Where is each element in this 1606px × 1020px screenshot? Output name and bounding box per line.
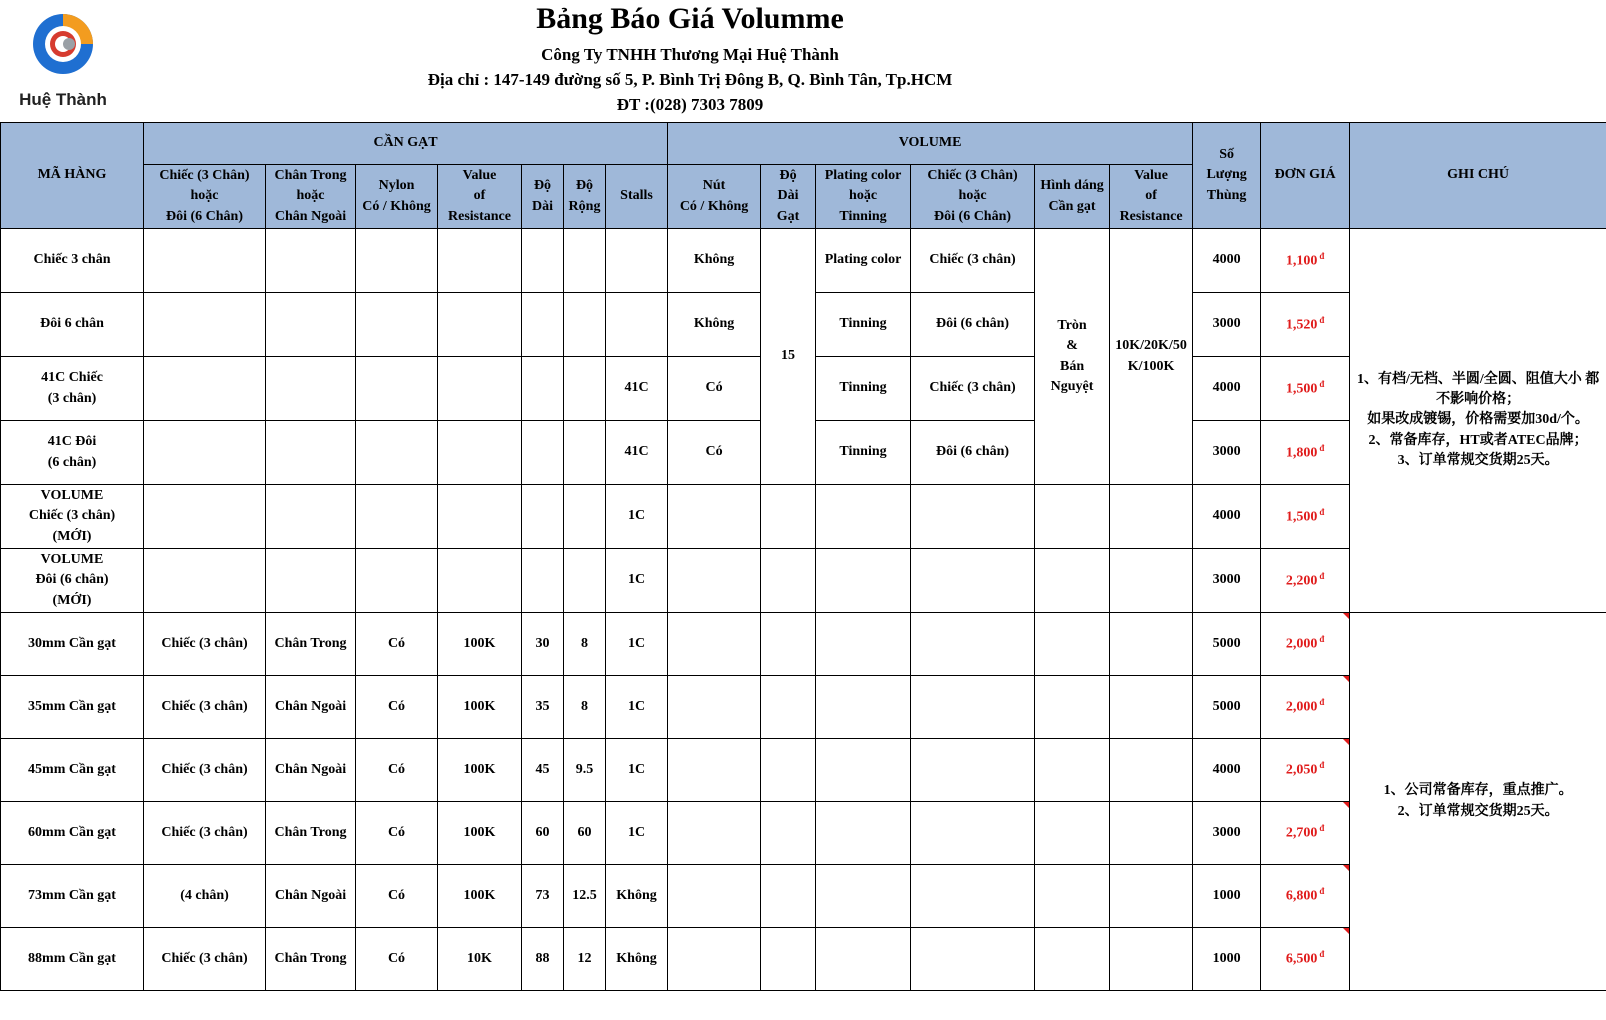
cell-empty bbox=[1035, 802, 1110, 865]
cell-empty bbox=[266, 357, 356, 421]
price-cell bbox=[1261, 293, 1350, 357]
price-cell bbox=[1261, 485, 1350, 549]
cell-nylon: Có bbox=[356, 676, 438, 739]
cell-so-luong: 4000 bbox=[1193, 229, 1261, 293]
cell-stalls: 1C bbox=[606, 676, 668, 739]
col-cg-chan: Chân Trong hoặc Chân Ngoài bbox=[266, 165, 356, 229]
cell-empty bbox=[438, 293, 522, 357]
price-value: 2,200 bbox=[1285, 573, 1318, 589]
cell-chan: Chân Ngoài bbox=[266, 865, 356, 928]
price-cell bbox=[1261, 229, 1350, 293]
cell-plating: Tinning bbox=[816, 421, 911, 485]
cell-empty bbox=[1110, 739, 1193, 802]
cell-chiec: Chiếc (3 chân) bbox=[144, 676, 266, 739]
cell-stalls: 1C bbox=[606, 485, 668, 549]
cell-empty bbox=[266, 485, 356, 549]
cell-empty bbox=[1110, 802, 1193, 865]
currency-symbol: đ bbox=[1319, 378, 1325, 389]
cell-so-luong: 1000 bbox=[1193, 865, 1261, 928]
group-volume: VOLUME bbox=[668, 123, 1193, 165]
cell-empty bbox=[522, 293, 564, 357]
cell-empty bbox=[564, 229, 606, 293]
cell-empty bbox=[1035, 739, 1110, 802]
cell-so-luong: 3000 bbox=[1193, 802, 1261, 865]
currency-symbol: đ bbox=[1319, 949, 1325, 960]
col-cg-chiec: Chiếc (3 Chân) hoặc Đôi (6 Chân) bbox=[144, 165, 266, 229]
cell-nylon: Có bbox=[356, 613, 438, 676]
notes-cell bbox=[1350, 613, 1606, 991]
cell-empty bbox=[761, 549, 816, 613]
price-value: 6,800 bbox=[1285, 888, 1318, 904]
cell-empty bbox=[761, 928, 816, 991]
cell-do-rong: 60 bbox=[564, 802, 606, 865]
cell-empty bbox=[266, 549, 356, 613]
cell-chiec: Chiếc (3 chân) bbox=[911, 229, 1035, 293]
col-so-luong: Số Lượng Thùng bbox=[1193, 123, 1261, 229]
cell-empty bbox=[438, 421, 522, 485]
cell-empty bbox=[144, 357, 266, 421]
cell-so-luong: 1000 bbox=[1193, 928, 1261, 991]
cell-so-luong: 4000 bbox=[1193, 739, 1261, 802]
cell-empty bbox=[522, 421, 564, 485]
cell-ma-hang: VOLUME Đôi (6 chân) (MỚI) bbox=[1, 549, 144, 613]
table-row bbox=[1, 229, 1606, 293]
currency-symbol: đ bbox=[1319, 886, 1325, 897]
cell-empty bbox=[761, 865, 816, 928]
cell-chiec: (4 chân) bbox=[144, 865, 266, 928]
cell-chan: Chân Trong bbox=[266, 802, 356, 865]
cell-empty bbox=[356, 485, 438, 549]
cell-empty bbox=[668, 802, 761, 865]
logo-mark-icon bbox=[31, 12, 95, 80]
cell-empty bbox=[1110, 549, 1193, 613]
cell-value: 10K bbox=[438, 928, 522, 991]
cell-empty bbox=[816, 865, 911, 928]
company-phone: ĐT :(028) 7303 7809 bbox=[616, 95, 764, 114]
cell-do-dai: 35 bbox=[522, 676, 564, 739]
cell-stalls: 1C bbox=[606, 739, 668, 802]
cell-do-rong: 8 bbox=[564, 676, 606, 739]
cell-ma-hang: 73mm Cần gạt bbox=[1, 865, 144, 928]
cell-stalls: 41C bbox=[606, 421, 668, 485]
currency-symbol: đ bbox=[1319, 442, 1325, 453]
cell-empty bbox=[564, 421, 606, 485]
cell-empty bbox=[356, 357, 438, 421]
cell-empty bbox=[816, 676, 911, 739]
price-value: 1,100 bbox=[1285, 253, 1318, 269]
cell-nylon: Có bbox=[356, 865, 438, 928]
currency-symbol: đ bbox=[1319, 823, 1325, 834]
cell-empty bbox=[522, 357, 564, 421]
price-cell bbox=[1261, 549, 1350, 613]
currency-symbol: đ bbox=[1319, 506, 1325, 517]
col-don-gia: ĐƠN GIÁ bbox=[1261, 123, 1350, 229]
cell-empty bbox=[668, 676, 761, 739]
cell-empty bbox=[911, 613, 1035, 676]
cell-nylon: Có bbox=[356, 739, 438, 802]
cell-empty bbox=[761, 676, 816, 739]
logo-text: Huệ Thành bbox=[19, 90, 107, 109]
cell-value: 100K bbox=[438, 802, 522, 865]
cell-empty bbox=[438, 549, 522, 613]
company-name: Công Ty TNHH Thương Mại Huệ Thành bbox=[541, 45, 839, 64]
cell-ma-hang: 41C Đôi (6 chân) bbox=[1, 421, 144, 485]
cell-nut bbox=[668, 549, 761, 613]
cell-do-dai: 60 bbox=[522, 802, 564, 865]
cell-chiec: Đôi (6 chân) bbox=[911, 293, 1035, 357]
cell-nylon: Có bbox=[356, 802, 438, 865]
price-cell bbox=[1261, 802, 1350, 865]
col-cg-value: Value of Resistance bbox=[438, 165, 522, 229]
cell-empty bbox=[266, 229, 356, 293]
note-line: 2、订单常规交货期25天。 bbox=[1397, 803, 1559, 819]
cell-stalls: Không bbox=[606, 928, 668, 991]
price-value: 1,500 bbox=[1285, 509, 1318, 525]
cell-so-luong: 3000 bbox=[1193, 293, 1261, 357]
cell-nut bbox=[668, 485, 761, 549]
cell-empty bbox=[356, 293, 438, 357]
price-value: 2,000 bbox=[1285, 699, 1318, 715]
cell-nut: Không bbox=[668, 229, 761, 293]
cell-empty bbox=[911, 865, 1035, 928]
cell-chan: Chân Ngoài bbox=[266, 739, 356, 802]
cell-empty bbox=[1035, 485, 1110, 549]
table-row bbox=[1, 613, 1606, 676]
cell-empty bbox=[668, 613, 761, 676]
cell-empty bbox=[816, 739, 911, 802]
cell-stalls: 1C bbox=[606, 802, 668, 865]
col-ma-hang: MÃ HÀNG bbox=[1, 123, 144, 229]
cell-stalls: 1C bbox=[606, 549, 668, 613]
cell-stalls: Không bbox=[606, 865, 668, 928]
col-vol-plating: Plating color hoặc Tinning bbox=[816, 165, 911, 229]
group-can-gat: CẦN GẠT bbox=[144, 123, 668, 165]
cell-empty bbox=[816, 613, 911, 676]
price-value: 2,050 bbox=[1285, 762, 1318, 778]
col-vol-value: Value of Resistance bbox=[1110, 165, 1193, 229]
cell-empty bbox=[816, 802, 911, 865]
price-value: 2,700 bbox=[1285, 825, 1318, 841]
cell-empty bbox=[356, 549, 438, 613]
cell-chiec: Chiếc (3 chân) bbox=[911, 357, 1035, 421]
page-title: Bảng Báo Giá Volumme bbox=[536, 2, 844, 35]
currency-symbol: đ bbox=[1319, 314, 1325, 325]
cell-nut: Có bbox=[668, 421, 761, 485]
cell-do-rong: 12 bbox=[564, 928, 606, 991]
cell-empty bbox=[1110, 928, 1193, 991]
cell-stalls bbox=[606, 229, 668, 293]
cell-do-dai: 45 bbox=[522, 739, 564, 802]
cell-do-dai-gat: 15 bbox=[761, 229, 816, 485]
cell-do-dai: 88 bbox=[522, 928, 564, 991]
cell-empty bbox=[564, 293, 606, 357]
cell-empty bbox=[668, 739, 761, 802]
col-cg-do-dai: Độ Dài bbox=[522, 165, 564, 229]
cell-empty bbox=[438, 357, 522, 421]
cell-empty bbox=[144, 229, 266, 293]
col-cg-nylon: Nylon Có / Không bbox=[356, 165, 438, 229]
cell-ma-hang: 41C Chiếc (3 chân) bbox=[1, 357, 144, 421]
cell-ma-hang: 30mm Cần gạt bbox=[1, 613, 144, 676]
cell-empty bbox=[1110, 485, 1193, 549]
cell-empty bbox=[356, 229, 438, 293]
cell-empty bbox=[438, 485, 522, 549]
cell-empty bbox=[522, 229, 564, 293]
cell-empty bbox=[1035, 676, 1110, 739]
cell-empty bbox=[1110, 865, 1193, 928]
cell-empty bbox=[266, 421, 356, 485]
cell-chiec: Chiếc (3 chân) bbox=[144, 802, 266, 865]
price-value: 1,500 bbox=[1285, 381, 1318, 397]
cell-do-rong: 9.5 bbox=[564, 739, 606, 802]
note-line: 1、有档/无档、半圆/全圆、阻值大小 都不影响价格； bbox=[1356, 371, 1600, 408]
cell-empty bbox=[1035, 928, 1110, 991]
cell-value-resistance: 10K/20K/50 K/100K bbox=[1110, 229, 1193, 485]
cell-so-luong: 3000 bbox=[1193, 421, 1261, 485]
col-cg-do-rong: Độ Rộng bbox=[564, 165, 606, 229]
cell-value: 100K bbox=[438, 613, 522, 676]
cell-empty bbox=[1035, 865, 1110, 928]
cell-empty bbox=[144, 293, 266, 357]
cell-do-rong: 8 bbox=[564, 613, 606, 676]
cell-empty bbox=[564, 357, 606, 421]
currency-symbol: đ bbox=[1319, 250, 1325, 261]
cell-stalls bbox=[606, 293, 668, 357]
cell-so-luong: 5000 bbox=[1193, 613, 1261, 676]
col-vol-hinh-dang: Hình dáng Cần gạt bbox=[1035, 165, 1110, 229]
cell-chan: Chân Ngoài bbox=[266, 676, 356, 739]
cell-empty bbox=[911, 739, 1035, 802]
cell-empty bbox=[1035, 613, 1110, 676]
cell-value: 100K bbox=[438, 676, 522, 739]
cell-ma-hang: 35mm Cần gạt bbox=[1, 676, 144, 739]
cell-empty bbox=[266, 293, 356, 357]
cell-chan: Chân Trong bbox=[266, 613, 356, 676]
cell-chiec: Chiếc (3 chân) bbox=[144, 613, 266, 676]
cell-ma-hang: 88mm Cần gạt bbox=[1, 928, 144, 991]
cell-empty bbox=[144, 421, 266, 485]
cell-chan: Chân Trong bbox=[266, 928, 356, 991]
cell-chiec bbox=[911, 549, 1035, 613]
company-logo bbox=[8, 10, 118, 109]
cell-ma-hang: Chiếc 3 chân bbox=[1, 229, 144, 293]
cell-empty bbox=[668, 928, 761, 991]
cell-so-luong: 4000 bbox=[1193, 357, 1261, 421]
cell-chiec: Đôi (6 chân) bbox=[911, 421, 1035, 485]
table-body bbox=[1, 229, 1606, 991]
price-cell bbox=[1261, 928, 1350, 991]
note-line: 3、订单常规交货期25天。 bbox=[1397, 452, 1559, 468]
cell-empty bbox=[564, 485, 606, 549]
price-cell bbox=[1261, 739, 1350, 802]
cell-empty bbox=[356, 421, 438, 485]
cell-value: 100K bbox=[438, 865, 522, 928]
cell-stalls: 1C bbox=[606, 613, 668, 676]
cell-empty bbox=[668, 865, 761, 928]
cell-nut: Không bbox=[668, 293, 761, 357]
notes-cell bbox=[1350, 229, 1606, 613]
cell-plating bbox=[816, 485, 911, 549]
cell-empty bbox=[761, 739, 816, 802]
price-cell bbox=[1261, 421, 1350, 485]
company-address: Địa chỉ : 147-149 đường số 5, P. Bình Trị Đông B, Q. Bình Tân, Tp.HCM bbox=[427, 70, 953, 89]
price-cell bbox=[1261, 676, 1350, 739]
price-cell bbox=[1261, 613, 1350, 676]
price-cell bbox=[1261, 865, 1350, 928]
cell-empty bbox=[438, 229, 522, 293]
price-value: 1,520 bbox=[1285, 317, 1318, 333]
col-cg-stalls: Stalls bbox=[606, 165, 668, 229]
note-line: 1、公司常备库存，重点推广。 bbox=[1383, 783, 1573, 799]
cell-ma-hang: VOLUME Chiếc (3 chân) (MỚI) bbox=[1, 485, 144, 549]
cell-hinh-dang: Tròn & Bán Nguyệt bbox=[1035, 229, 1110, 485]
cell-empty bbox=[144, 549, 266, 613]
cell-do-rong: 12.5 bbox=[564, 865, 606, 928]
price-value: 6,500 bbox=[1285, 951, 1318, 967]
price-value: 1,800 bbox=[1285, 445, 1318, 461]
currency-symbol: đ bbox=[1319, 760, 1325, 771]
cell-empty bbox=[1110, 676, 1193, 739]
cell-ma-hang: 60mm Cần gạt bbox=[1, 802, 144, 865]
cell-chiec: Chiếc (3 chân) bbox=[144, 928, 266, 991]
price-value: 2,000 bbox=[1285, 636, 1318, 652]
cell-empty bbox=[761, 485, 816, 549]
currency-symbol: đ bbox=[1319, 697, 1325, 708]
cell-empty bbox=[1035, 549, 1110, 613]
col-ghi-chu: GHI CHÚ bbox=[1350, 123, 1606, 229]
cell-empty bbox=[522, 485, 564, 549]
cell-empty bbox=[1110, 613, 1193, 676]
cell-empty bbox=[144, 485, 266, 549]
cell-empty bbox=[761, 613, 816, 676]
cell-plating: Tinning bbox=[816, 293, 911, 357]
cell-ma-hang: Đôi 6 chân bbox=[1, 293, 144, 357]
cell-so-luong: 5000 bbox=[1193, 676, 1261, 739]
cell-plating: Plating color bbox=[816, 229, 911, 293]
cell-ma-hang: 45mm Cần gạt bbox=[1, 739, 144, 802]
cell-empty bbox=[911, 802, 1035, 865]
cell-chiec bbox=[911, 485, 1035, 549]
cell-value: 100K bbox=[438, 739, 522, 802]
price-cell bbox=[1261, 357, 1350, 421]
cell-plating bbox=[816, 549, 911, 613]
price-table bbox=[0, 122, 1606, 991]
cell-empty bbox=[522, 549, 564, 613]
cell-stalls: 41C bbox=[606, 357, 668, 421]
cell-do-dai: 73 bbox=[522, 865, 564, 928]
cell-so-luong: 3000 bbox=[1193, 549, 1261, 613]
note-line: 2、常备库存，HT或者ATEC品牌； bbox=[1368, 432, 1588, 448]
cell-empty bbox=[761, 802, 816, 865]
cell-empty bbox=[911, 928, 1035, 991]
cell-empty bbox=[816, 928, 911, 991]
cell-nut: Có bbox=[668, 357, 761, 421]
col-vol-nut: Nút Có / Không bbox=[668, 165, 761, 229]
currency-symbol: đ bbox=[1319, 570, 1325, 581]
cell-nylon: Có bbox=[356, 928, 438, 991]
currency-symbol: đ bbox=[1319, 634, 1325, 645]
cell-so-luong: 4000 bbox=[1193, 485, 1261, 549]
cell-plating: Tinning bbox=[816, 357, 911, 421]
col-vol-chiec: Chiếc (3 Chân) hoặc Đôi (6 Chân) bbox=[911, 165, 1035, 229]
cell-do-dai: 30 bbox=[522, 613, 564, 676]
note-line: 如果改成镀锡，价格需要加30d/个。 bbox=[1367, 412, 1589, 428]
col-vol-do-dai-gat: Độ Dài Gạt bbox=[761, 165, 816, 229]
cell-empty bbox=[564, 549, 606, 613]
cell-chiec: Chiếc (3 chân) bbox=[144, 739, 266, 802]
cell-empty bbox=[911, 676, 1035, 739]
